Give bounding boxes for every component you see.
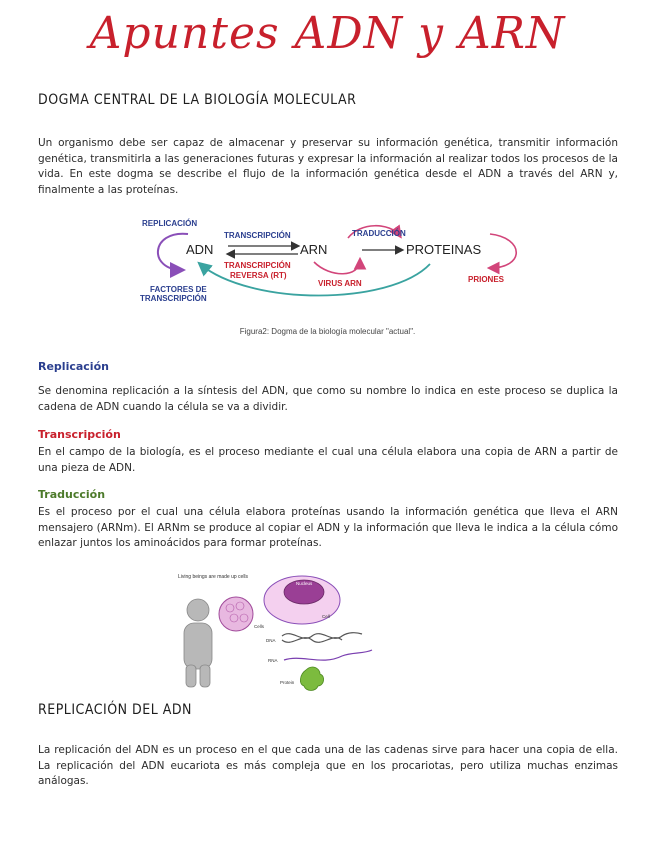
node-proteinas: PROTEINAS <box>406 242 482 257</box>
section-heading-replicacion-adn: REPLICACIÓN DEL ADN <box>38 702 192 718</box>
label-priones: PRIONES <box>468 275 505 284</box>
label-factores-1: FACTORES DE <box>150 285 207 294</box>
dogma-diagram <box>130 212 530 322</box>
label-transcripcion-reversa-1: TRANSCRIPCIÓN <box>224 261 291 270</box>
dna-label: DNA <box>266 638 276 643</box>
replication-arc <box>158 234 188 270</box>
cell-illustration <box>172 570 382 695</box>
rna-strand <box>284 650 372 660</box>
label-transcripcion: TRANSCRIPCIÓN <box>224 231 291 240</box>
cells-magnifier <box>219 597 253 631</box>
page-title: Apuntes ADN y ARN <box>89 8 566 59</box>
cell-label: Cell <box>322 614 330 619</box>
prion-arc <box>490 234 516 268</box>
transcripcion-text: En el campo de la biología, es el proceso mediante el cual una célula elabora una copia de ARN a partir de una pieza de ADN. <box>38 446 618 474</box>
rna-label: RNA <box>268 658 278 663</box>
dogma-paragraph: Un organismo debe ser capaz de almacenar y preservar su información genética, transmitir información genética, transmitirla a las generaciones futuras y expresar la información al realizar todos los procesos de la vida. En este dogma se describe el flujo de la información genética desde el ADN a través del ARN y, finalmente a las proteínas. <box>38 137 618 196</box>
label-transcripcion-reversa-2: REVERSA (RT) <box>230 271 287 280</box>
section-heading-dogma: DOGMA CENTRAL DE LA BIOLOGÍA MOLECULAR <box>38 92 357 108</box>
replicacion-heading: Replicación <box>38 360 109 373</box>
person-body <box>184 623 212 669</box>
protein-blob <box>300 667 323 690</box>
person-leg-left <box>186 665 196 687</box>
dogma-figure-caption: Figura2: Dogma de la biología molecular "actual". <box>239 327 416 336</box>
protein-label: Protein <box>280 680 295 685</box>
node-arn: ARN <box>300 242 328 257</box>
node-adn: ADN <box>186 242 214 257</box>
replicacion-text: Se denomina replicación a la síntesis del ADN, que como su nombre lo indica en este proceso se duplica la cadena de ADN cuando la célula se va a dividir. <box>38 385 618 413</box>
label-virus-arn: VIRUS ARN <box>318 279 362 288</box>
person-leg-right <box>200 665 210 687</box>
virus-arc <box>314 260 360 274</box>
nucleus-label: Nucleus <box>296 581 313 586</box>
traduccion-heading: Traducción <box>38 488 106 501</box>
dna-helix <box>282 633 362 639</box>
traduccion-text: Es el proceso por el cual una célula elabora proteínas usando la información genética que lleva el ARN mensajero (ARNm). El ARNm se produce al copiar el ADN y la información que lleva le indica a la célula cómo enlazar juntos los aminoácidos para formar proteínas. <box>38 506 618 549</box>
label-replicacion: REPLICACIÓN <box>142 219 198 228</box>
label-factores-2: TRANSCRIPCIÓN <box>140 294 207 303</box>
cell-caption-top: Living beings are made up cells <box>178 574 249 580</box>
transcripcion-heading: Transcripción <box>38 428 121 441</box>
label-traduccion: TRADUCCIÓN <box>352 229 406 238</box>
replicacion-adn-paragraph: La replicación del ADN es un proceso en el que cada una de las cadenas sirve para hacer una copia de ella. La replicación del ADN eucariota es más compleja que en los procariotas, pero utiliza muchas enzimas análogas. <box>38 744 618 787</box>
cells-label: Cells <box>254 624 265 629</box>
person-head <box>187 599 209 621</box>
